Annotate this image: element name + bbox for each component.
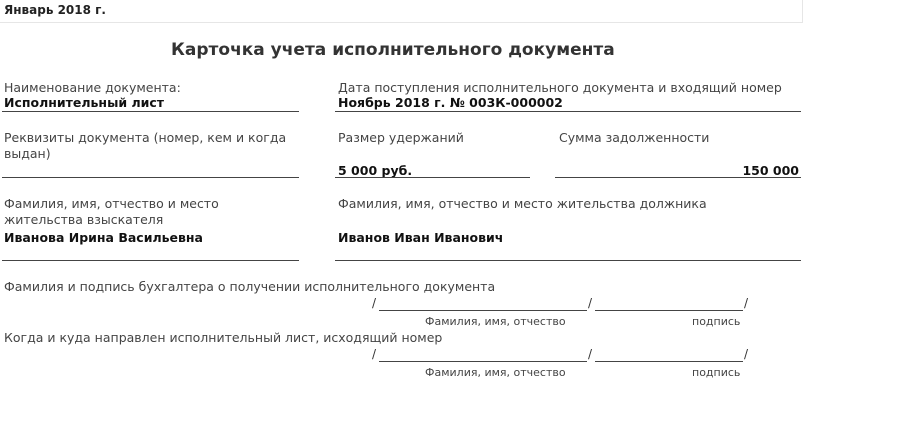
accountant-name-line bbox=[379, 310, 587, 311]
accountant-slash-right: / bbox=[744, 296, 749, 310]
page-title: Карточка учета исполнительного документа bbox=[171, 40, 615, 60]
sent-name-line bbox=[379, 361, 587, 362]
claimant-underline bbox=[2, 260, 299, 261]
sent-label: Когда и куда направлен исполнительный лист, исходящий номер bbox=[4, 330, 443, 345]
claimant-label-line1: Фамилия, имя, отчество и место bbox=[4, 196, 219, 211]
debt-label: Сумма задолженности bbox=[559, 130, 710, 145]
debt-value: 150 000 bbox=[742, 163, 799, 178]
receipt-label: Дата поступления исполнительного документа и входящий номер bbox=[338, 80, 782, 95]
deduction-label: Размер удержаний bbox=[338, 130, 464, 145]
deduction-value: 5 000 руб. bbox=[338, 163, 413, 178]
requisites-label-line2: выдан) bbox=[4, 146, 51, 161]
sent-slash-left: / bbox=[372, 347, 377, 361]
receipt-value: Ноябрь 2018 г. № 003К-000002 bbox=[338, 95, 563, 110]
sent-sign-caption: подпись bbox=[692, 366, 741, 379]
doc-name-label: Наименование документа: bbox=[4, 80, 181, 95]
debtor-label: Фамилия, имя, отчество и место жительства должника bbox=[338, 196, 707, 211]
accountant-slash-left: / bbox=[372, 296, 377, 310]
month-label: Январь 2018 г. bbox=[4, 3, 106, 17]
claimant-value: Иванова Ирина Васильевна bbox=[4, 230, 203, 245]
debtor-underline bbox=[335, 260, 801, 261]
sent-sign-line bbox=[595, 361, 743, 362]
sent-slash-middle: / bbox=[588, 347, 593, 361]
deduction-underline bbox=[335, 177, 530, 178]
debt-underline bbox=[555, 177, 801, 178]
debtor-value: Иванов Иван Иванович bbox=[338, 230, 504, 245]
requisites-underline bbox=[2, 177, 299, 178]
accountant-sign-line bbox=[595, 310, 743, 311]
doc-name-underline bbox=[2, 111, 299, 112]
month-header-bar bbox=[0, 0, 803, 23]
receipt-underline bbox=[335, 111, 801, 112]
sent-name-caption: Фамилия, имя, отчество bbox=[425, 366, 566, 379]
doc-name-value: Исполнительный лист bbox=[4, 95, 165, 110]
accountant-sign-caption: подпись bbox=[692, 315, 741, 328]
accountant-slash-middle: / bbox=[588, 296, 593, 310]
sent-slash-right: / bbox=[744, 347, 749, 361]
accountant-label: Фамилия и подпись бухгалтера о получении исполнительного документа bbox=[4, 279, 496, 294]
requisites-label-line1: Реквизиты документа (номер, кем и когда bbox=[4, 130, 287, 145]
accountant-name-caption: Фамилия, имя, отчество bbox=[425, 315, 566, 328]
claimant-label-line2: жительства взыскателя bbox=[4, 212, 164, 227]
